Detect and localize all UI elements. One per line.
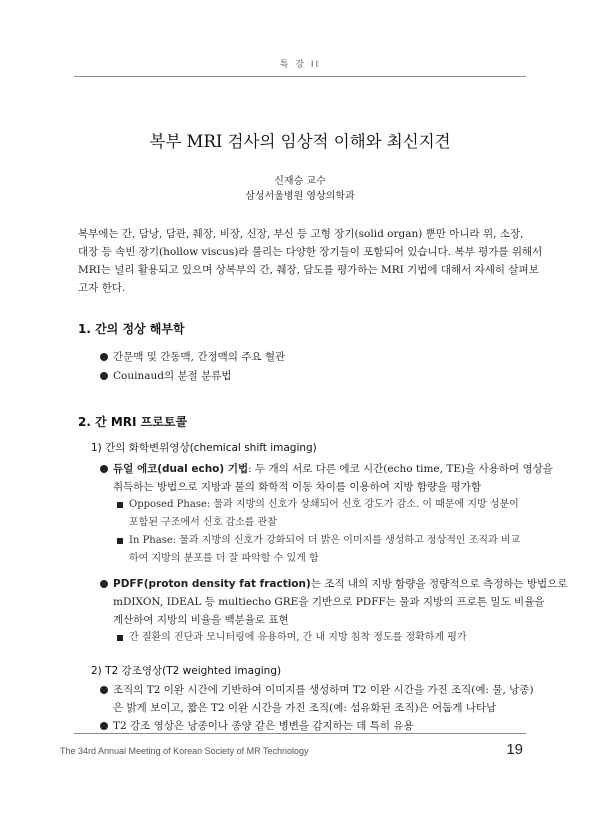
bullet-icon <box>100 686 108 694</box>
intro-line: 고자 한다. <box>78 282 126 294</box>
list-item-text: Couinaud의 분절 분류법 <box>113 370 232 382</box>
bullet-icon <box>100 722 108 730</box>
list-subitem-opposed-phase <box>117 496 527 532</box>
pdff-sub-text: 간 질환의 진단과 모니터링에 유용하며, 간 내 지방 침착 정도를 정확하게 평가 <box>129 632 467 643</box>
dual-echo-text: 취득하는 방법으로 지방과 물의 화학적 이동 차이를 이용하여 지방 함량을 평가함 <box>113 481 482 493</box>
square-bullet-icon <box>117 502 123 508</box>
running-header: 특 강 II <box>279 60 321 70</box>
opposed-text: 포함된 구조에서 신호 감소를 관찰 <box>129 517 277 528</box>
list-item <box>100 348 530 366</box>
dual-echo-lead: 듀얼 에코(dual echo) 기법 <box>113 463 249 475</box>
intro-line: 대장 등 속빈 장기(hollow viscus)라 불리는 다양한 장기들이 포함되어 있습니다. 복부 평가를 위해서 <box>78 246 543 258</box>
intro-line: 복부에는 간, 담낭, 담관, 췌장, 비장, 신장, 부신 등 고형 장기(solid organ) 뿐만 아니라 위, 소장, <box>78 228 524 240</box>
pdff-text: mDIXON, IDEAL 등 multiecho GRE을 기반으로 PDFF는 물과 지방의 프로톤 밀도 비율을 <box>113 596 545 608</box>
footer-text: The 34rd Annual Meeting of Korean Society of MR Technology <box>60 746 309 756</box>
list-item <box>100 681 534 717</box>
t2-text: 은 밝게 보이고, 짧은 T2 이완 시간을 가진 조직(예: 섬유화된 조직)은 어둡게 나타남 <box>113 702 497 714</box>
footer-divider <box>74 733 526 734</box>
subsection-1-heading: 1) 간의 화학변위영상(chemical shift imaging) <box>91 442 317 454</box>
intro-paragraph <box>78 225 543 297</box>
section-1-heading: 1. 간의 정상 해부학 <box>78 322 185 336</box>
bullet-icon <box>100 353 108 361</box>
t2-text: T2 강조 영상은 낭종이나 종양 같은 병변을 감지하는 데 특히 유용 <box>113 720 414 732</box>
section-2-heading: 2. 간 MRI 프로토콜 <box>78 415 188 429</box>
inphase-text: 하여 지방의 분포를 더 잘 파악할 수 있게 함 <box>129 553 319 564</box>
intro-line: MRI는 널리 활용되고 있으며 상복부의 간, 췌장, 담도를 평가하는 MRI 기법에 대해서 자세히 살펴보 <box>78 264 539 276</box>
subsection-2-heading: 2) T2 강조영상(T2 weighted imaging) <box>91 665 282 677</box>
author-affiliation: 삼성서울병원 영상의학과 <box>245 191 355 202</box>
pdff-text: 계산하여 지방의 비율을 백분율로 표현 <box>113 614 289 626</box>
inphase-text: In Phase: 물과 지방의 신호가 강화되어 더 밝은 이미지를 생성하고 정상적인 조직과 비교 <box>129 535 521 546</box>
bullet-icon <box>100 372 108 380</box>
list-item-dual-echo <box>100 460 553 496</box>
pdff-text: 는 조직 내의 지방 함량을 정량적으로 측정하는 방법으로 <box>310 578 568 590</box>
square-bullet-icon <box>117 635 123 641</box>
opposed-text: Opposed Phase: 물과 지방의 신호가 상쇄되어 신호 강도가 감소. 이 때문에 지방 성분이 <box>129 499 519 510</box>
dual-echo-text: : 두 개의 서로 다른 에코 시간(echo time, TE)을 사용하여 영상을 <box>248 463 553 475</box>
bullet-icon <box>100 580 108 588</box>
square-bullet-icon <box>117 538 123 544</box>
author-name: 신재승 교수 <box>274 176 326 187</box>
list-subitem-pdff <box>117 629 527 647</box>
page-number: 19 <box>506 741 523 758</box>
header-divider <box>74 76 526 77</box>
bullet-icon <box>100 465 108 473</box>
page-title: 복부 MRI 검사의 임상적 이해와 최신지견 <box>149 132 451 151</box>
pdff-lead: PDFF(proton density fat fraction) <box>113 578 311 590</box>
list-subitem-in-phase <box>117 532 527 568</box>
t2-text: 조직의 T2 이완 시간에 기반하여 이미지를 생성하며 T2 이완 시간을 가진 조직(예: 물, 낭종) <box>113 684 534 696</box>
list-item-pdff <box>100 575 568 629</box>
list-item <box>100 367 530 385</box>
list-item-text: 간문맥 및 간동맥, 간정맥의 주요 혈관 <box>113 351 286 363</box>
